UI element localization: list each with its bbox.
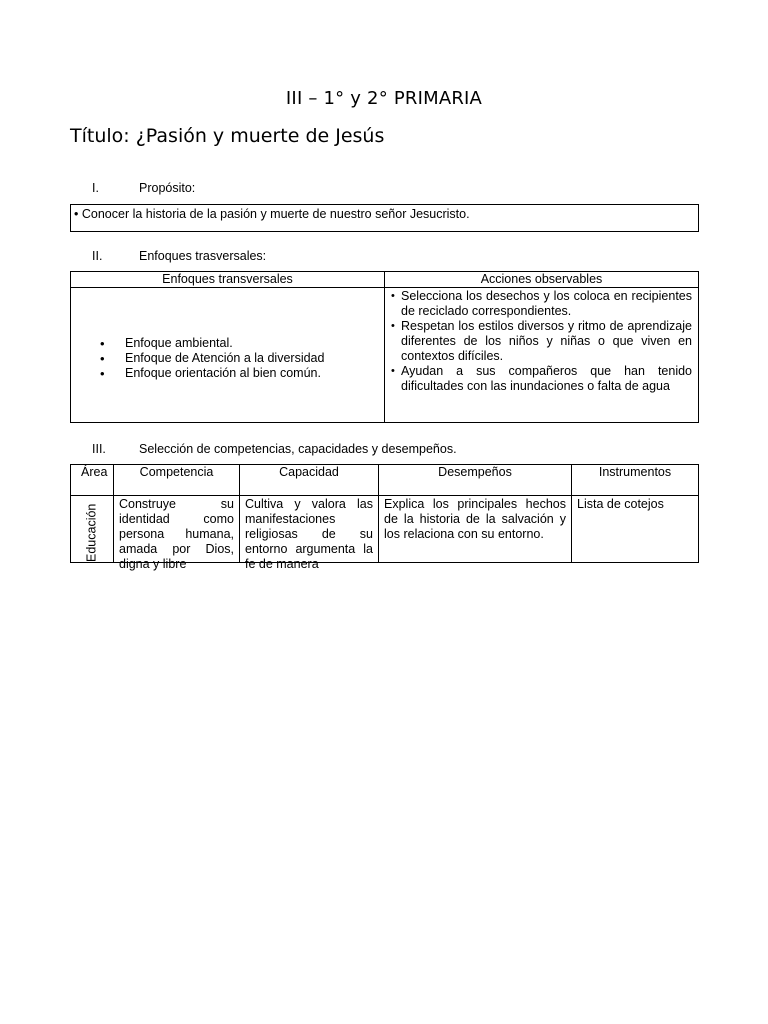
- desempenos-text: Explica los principales hechos de la historia de la salvación y los relaciona con su entorno.: [384, 497, 566, 541]
- acciones-header: Acciones observables: [385, 272, 699, 288]
- desempenos-header: Desempeños: [379, 465, 572, 496]
- acciones-list: [391, 289, 692, 394]
- list-item: • Selecciona los desechos y los coloca en recipientes de reciclado correspondientes.: [391, 289, 692, 319]
- list-item: • Ayudan a sus compañeros que han tenido dificultades con las inundaciones o falta de agua: [391, 364, 692, 394]
- section-2-label: Enfoques trasversales:: [139, 249, 267, 263]
- enfoques-table: [70, 271, 698, 423]
- section-3-heading: [92, 442, 457, 456]
- competencia-text: Construye su identidad como persona humana, amada por Dios, digna y libre: [119, 497, 234, 571]
- list-item: • Enfoque ambiental.: [76, 336, 379, 351]
- instrumentos-text: Lista de cotejos: [577, 497, 664, 511]
- enfoques-list: [76, 336, 379, 381]
- enfoques-cell: [71, 288, 385, 423]
- grade-heading: III – 1° y 2° PRIMARIA: [285, 88, 483, 109]
- area-cell: [71, 496, 114, 563]
- instrumentos-cell: [572, 496, 699, 563]
- section-3-number: III.: [92, 442, 106, 456]
- desempenos-cell: [379, 496, 572, 563]
- list-item: • Respetan los estilos diversos y ritmo de aprendizaje diferentes de los niños y niñas o que viven en contextos difíciles.: [391, 319, 692, 364]
- section-1-heading: [92, 181, 195, 195]
- area-text: Educación: [84, 503, 99, 562]
- competencia-header: Competencia: [114, 465, 240, 496]
- area-header: Área: [71, 465, 114, 496]
- section-2-heading: [92, 249, 266, 263]
- list-item: • Enfoque de Atención a la diversidad: [76, 351, 379, 366]
- capacidad-text: Cultiva y valora las manifestaciones religiosas de su entorno argumenta la fe de manera: [245, 497, 373, 571]
- capacidad-cell: [240, 496, 379, 571]
- section-1-label: Propósito:: [139, 181, 196, 195]
- purpose-text: Conocer la historia de la pasión y muerte de nuestro señor Jesucristo.: [81, 207, 470, 221]
- capacidad-header: Capacidad: [240, 465, 379, 496]
- section-1-number: I.: [92, 181, 99, 195]
- competencias-table: [70, 464, 698, 571]
- acciones-cell: [385, 288, 699, 423]
- enfoques-header: Enfoques transversales: [71, 272, 385, 288]
- competencia-cell: [114, 496, 240, 571]
- section-3-label: Selección de competencias, capacidades y desempeños.: [139, 442, 457, 456]
- instrumentos-header: Instrumentos: [572, 465, 699, 496]
- page-title: Título: ¿Pasión y muerte de Jesús: [70, 125, 385, 147]
- purpose-box: [70, 204, 699, 232]
- section-2-number: II.: [92, 249, 103, 263]
- list-item: • Enfoque orientación al bien común.: [76, 366, 379, 381]
- bullet-icon: •: [74, 207, 79, 221]
